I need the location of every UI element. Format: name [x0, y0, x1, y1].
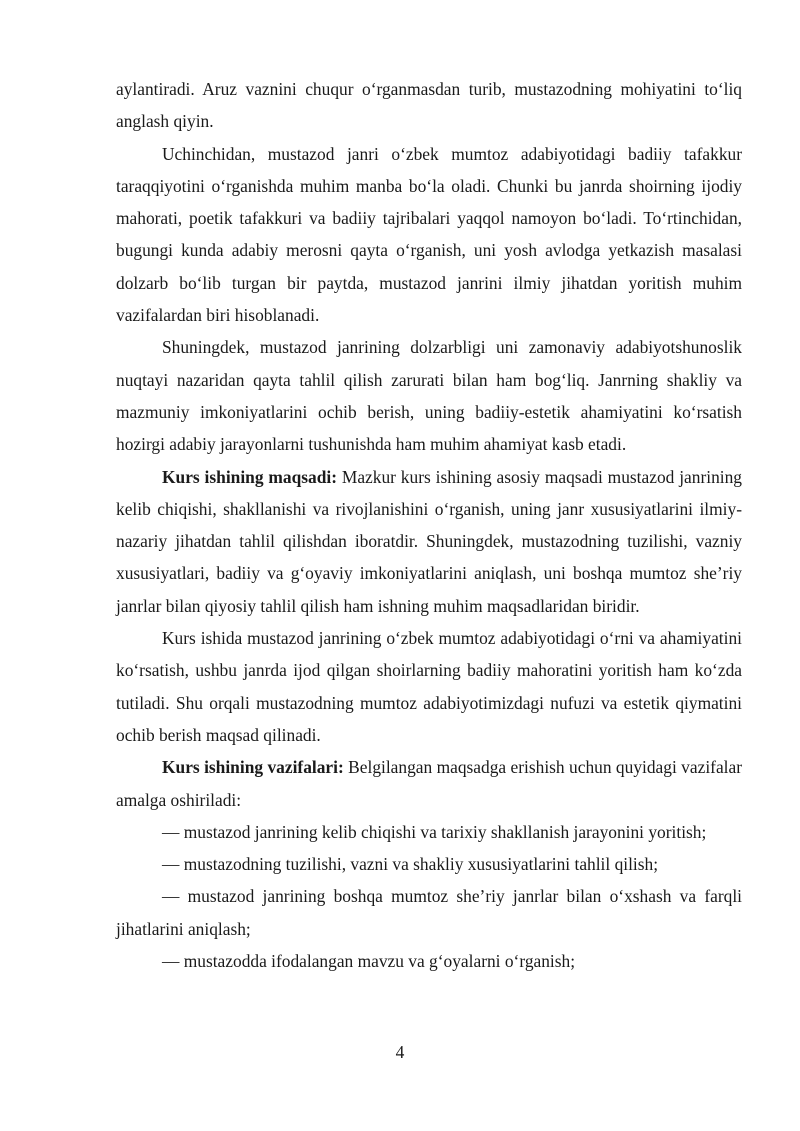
task-item	[116, 848, 742, 880]
task-text: — mustazodda ifodalangan mavzu va g‘oyalarni o‘rganish;	[162, 951, 576, 972]
paragraph-text: aylantiradi. Aruz vaznini chuqur o‘rganmasdan turib, mustazodning mohiyatini to‘liq anglash qiyin.	[116, 79, 742, 132]
task-item	[116, 816, 742, 848]
paragraph-relevance	[116, 331, 742, 460]
tasks-heading: Kurs ishining vazifalari:	[162, 757, 344, 778]
document-body	[116, 73, 742, 977]
task-item	[116, 945, 742, 977]
task-item	[116, 880, 742, 945]
task-text: — mustazodning tuzilishi, vazni va shakliy xususiyatlarini tahlil qilish;	[162, 854, 659, 875]
paragraph-text: Kurs ishida mustazod janrining o‘zbek mumtoz adabiyotidagi o‘rni va ahamiyatini ko‘rsatish, ushbu janrda ijod qilgan shoirlarning badiiy mahoratini yoritish ham ko‘zda tutiladi. Shu orqali mustazodning mumtoz adabiyotimizdagi nufuzi va estetik qiymatini ochib berish maqsad qilinadi.	[116, 628, 742, 745]
paragraph-goal-detail	[116, 622, 742, 751]
paragraph-text: Belgilangan maqsadga erishish uchun quyidagi vazifalar amalga oshiriladi:	[116, 757, 742, 810]
task-text: — mustazod janrining boshqa mumtoz she’riy janrlar bilan o‘xshash va farqli jihatlarini aniqlash;	[116, 886, 742, 939]
paragraph-tasks	[116, 751, 742, 816]
paragraph-third-point	[116, 138, 742, 332]
paragraph-text: Mazkur kurs ishining asosiy maqsadi mustazod janrining kelib chiqishi, shakllanishi va rivojlanishini o‘rganish, uning janr xususiyatlarini ilmiy-nazariy jihatdan tahlil qilishdan iboratdir. Shuningdek, mustazodning tuzilishi, vazniy xususiyatlari, badiiy va g‘oyaviy imkoniyatlarini aniqlash, uni boshqa mumtoz she’riy janrlar bilan qiyosiy tahlil qilish ham ishning muhim maqsadlaridan biridir.	[116, 466, 742, 616]
paragraph-continuation	[116, 73, 742, 138]
goal-heading: Kurs ishining maqsadi:	[162, 466, 337, 487]
page-number: 4	[395, 1042, 405, 1062]
paragraph-goal	[116, 461, 742, 622]
paragraph-text: Shuningdek, mustazod janrining dolzarbligi uni zamonaviy adabiyotshunoslik nuqtayi nazaridan qayta tahlil qilish zarurati bilan ham bog‘liq. Janrning shakliy va mazmuniy imkoniyatlarini ochib berish, uning badiiy-estetik ahamiyatini ko‘rsatish hozirgi adabiy jarayonlarni tushunishda ham muhim ahamiyat kasb etadi.	[116, 337, 742, 455]
task-text: — mustazod janrining kelib chiqishi va tarixiy shakllanish jarayonini yoritish;	[162, 821, 707, 842]
paragraph-text: Uchinchidan, mustazod janri o‘zbek mumtoz adabiyotidagi badiiy tafakkur taraqqiyotini o‘rganishda muhim manba bo‘la oladi. Chunki bu janrda shoirning ijodiy mahorati, poetik tafakkuri va badiiy tajribalari yaqqol namoyon bo‘ladi. To‘rtinchidan, bugungi kunda adabiy merosni qayta o‘rganish, uni yosh avlodga yetkazish masalasi dolzarb bo‘lib turgan bir paytda, mustazod janrini ilmiy jihatdan yoritish muhim vazifalardan biri hisoblanadi.	[116, 143, 742, 326]
